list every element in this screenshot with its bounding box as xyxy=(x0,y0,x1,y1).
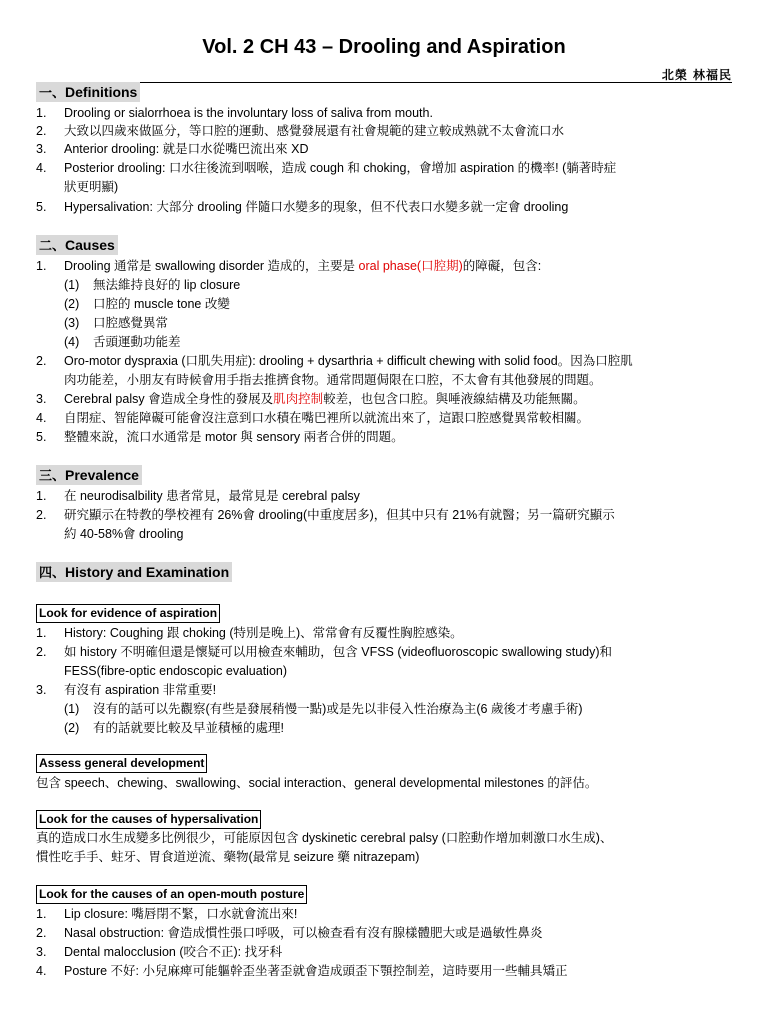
item-number: 4. xyxy=(36,964,47,978)
item-number: 2. xyxy=(36,645,47,659)
item-number: 3. xyxy=(36,142,47,156)
item-number: 5. xyxy=(36,200,47,214)
list-item xyxy=(36,159,736,178)
item-text: Oro-motor dyspraxia (口肌失用症): drooling + dysarthria + difficult chewing with solid food。因為口腔肌 xyxy=(64,354,633,368)
sub-list-item xyxy=(36,314,736,333)
section-heading-definitions xyxy=(36,82,140,102)
section-heading-prevalence xyxy=(36,465,142,485)
list-item-continuation xyxy=(36,371,736,390)
section-number: 二、 xyxy=(39,239,66,254)
list-item-continuation xyxy=(36,662,736,681)
item-text: 在 neurodisalbility 患者常見，最常見是 cerebral palsy xyxy=(64,489,360,503)
page-title: Vol. 2 CH 43 – Drooling and Aspiration xyxy=(202,36,566,58)
list-item xyxy=(36,352,736,371)
sub-item-number: (1) xyxy=(64,702,80,716)
item-number: 3. xyxy=(36,945,47,959)
paragraph xyxy=(36,829,736,848)
sub-item-text: 有的話就要比較及早並積極的處理! xyxy=(93,721,284,735)
item-text: Nasal obstruction: 會造成慣性張口呼吸，可以檢查看有沒有腺樣體肥大或是過敏性鼻炎 xyxy=(64,926,543,940)
item-text: Anterior drooling: 就是口水從嘴巴流出來 XD xyxy=(64,142,309,156)
author: 北榮 林福民 xyxy=(661,68,732,82)
item-text: 研究顯示在特教的學校裡有 26%會 drooling(中重度居多)，但其中只有 21%有就醫；另一篇研究顯示 xyxy=(64,508,615,522)
item-number: 2. xyxy=(36,124,47,138)
list-item-continuation xyxy=(36,525,736,544)
list-item-continuation xyxy=(36,178,736,197)
list-item xyxy=(36,624,736,643)
item-text: Posture 不好: 小兒麻痺可能軀幹歪坐著歪就會造成頭歪下顎控制差，這時要用一些輔具矯正 xyxy=(64,964,568,978)
item-text: Lip closure: 嘴唇閉不緊，口水就會流出來! xyxy=(64,907,298,921)
list-item xyxy=(36,122,736,141)
highlight-text: oral phase(口腔期) xyxy=(358,259,463,273)
sub-list-item xyxy=(36,295,736,314)
item-text: 大致以四歲來做區分，等口腔的運動、感覺發展還有社會規範的建立較成熟就不太會流口水 xyxy=(64,124,565,138)
item-text-part: Drooling 通常是 swallowing disorder 造成的，主要是 xyxy=(64,259,359,273)
item-number: 4. xyxy=(36,411,47,425)
paragraph-text: 慣性吃手手、蛀牙、胃食道逆流、藥物(最常見 seizure 藥 nitrazepam) xyxy=(36,850,420,864)
sub-item-number: (1) xyxy=(64,278,80,292)
section-number: 三、 xyxy=(39,469,66,484)
sub-list-item xyxy=(36,333,736,352)
item-text: 整體來說，流口水通常是 motor 與 sensory 兩者合併的問題。 xyxy=(64,430,404,444)
list-item xyxy=(36,140,736,159)
section-title: Definitions xyxy=(65,84,138,100)
sub-item-text: 無法維持良好的 lip closure xyxy=(93,278,241,292)
sub-item-number: (3) xyxy=(64,316,80,330)
item-number: 2. xyxy=(36,926,47,940)
sub-item-number: (2) xyxy=(64,721,80,735)
section-title: Prevalence xyxy=(65,467,139,483)
item-number: 1. xyxy=(36,907,47,921)
list-item xyxy=(36,487,736,506)
paragraph-text: 包含 speech、chewing、swallowing、social interaction、general developmental milestones 的評估。 xyxy=(36,776,598,790)
item-number: 1. xyxy=(36,489,47,503)
sub-item-text: 口腔的 muscle tone 改變 xyxy=(93,297,230,311)
item-text: Dental malocclusion (咬合不正): 找牙科 xyxy=(64,945,283,959)
item-number: 1. xyxy=(36,259,47,273)
item-text: 如 history 不明確但還是懷疑可以用檢查來輔助，包含 VFSS (videofluoroscopic swallowing study)和 xyxy=(64,645,613,659)
item-text-part: 較差，也包含口腔。與唾液線結構及功能無關。 xyxy=(323,392,586,406)
list-item xyxy=(36,905,736,924)
item-text: 肉功能差，小朋友有時候會用手指去推擠食物。通常問題侷限在口腔，不太會有其他發展的問題。 xyxy=(64,373,602,387)
sub-list-item xyxy=(36,719,736,738)
sub-list-item xyxy=(36,276,736,295)
section-heading-causes xyxy=(36,235,118,255)
paragraph xyxy=(36,774,736,793)
item-text: 自閉症、智能障礙可能會沒注意到口水積在嘴巴裡所以就流出來了，這跟口腔感覺異常較相關。 xyxy=(64,411,590,425)
item-number: 1. xyxy=(36,106,47,120)
paragraph-text: 真的造成口水生成變多比例很少，可能原因包含 dyskinetic cerebral palsy (口腔動作增加刺激口水生成)、 xyxy=(36,831,613,845)
section-number: 一、 xyxy=(39,86,66,101)
list-item xyxy=(36,506,736,525)
list-item xyxy=(36,198,736,217)
item-text: Posterior drooling: 口水往後流到咽喉，造成 cough 和 choking，會增加 aspiration 的機率! (躺著時症 xyxy=(64,161,617,175)
list-item xyxy=(36,257,736,276)
subheading-hypersalivation: Look for the causes of hypersalivation xyxy=(36,810,261,829)
section-number: 四、 xyxy=(39,566,66,581)
list-item xyxy=(36,924,736,943)
item-text-part: 的障礙，包含: xyxy=(462,259,542,273)
item-text: 約 40-58%會 drooling xyxy=(64,527,184,541)
section-heading-history xyxy=(36,562,232,582)
sub-item-number: (4) xyxy=(64,335,80,349)
item-text: 有沒有 aspiration 非常重要! xyxy=(64,683,217,697)
sub-item-text: 舌頭運動功能差 xyxy=(93,335,181,349)
item-number: 1. xyxy=(36,626,47,640)
subheading-development: Assess general development xyxy=(36,754,207,773)
item-number: 3. xyxy=(36,683,47,697)
item-text: 狀更明顯) xyxy=(64,180,119,194)
list-item xyxy=(36,428,736,447)
item-text xyxy=(64,257,541,276)
list-item xyxy=(36,962,736,981)
list-item xyxy=(36,409,736,428)
item-text: History: Coughing 跟 choking (特別是晚上)、常常會有反覆性胸腔感染。 xyxy=(64,626,463,640)
item-number: 2. xyxy=(36,508,47,522)
item-number: 2. xyxy=(36,354,47,368)
section-title: History and Examination xyxy=(65,564,230,580)
item-text: Hypersalivation: 大部分 drooling 伴隨口水變多的現象，但不代表口水變多就一定會 drooling xyxy=(64,200,569,214)
subheading-aspiration: Look for evidence of aspiration xyxy=(36,604,220,623)
highlight-text: 肌肉控制 xyxy=(273,392,324,406)
list-item xyxy=(36,104,736,123)
list-item xyxy=(36,643,736,662)
sub-item-number: (2) xyxy=(64,297,80,311)
list-item xyxy=(36,681,736,700)
item-text xyxy=(64,390,586,409)
item-number: 5. xyxy=(36,430,47,444)
item-text: Drooling or sialorrhoea is the involuntary loss of saliva from mouth. xyxy=(64,106,433,120)
item-text: FESS(fibre-optic endoscopic evaluation) xyxy=(64,664,288,678)
item-number: 4. xyxy=(36,161,47,175)
title-rule xyxy=(36,82,732,83)
list-item xyxy=(36,390,736,409)
list-item xyxy=(36,943,736,962)
paragraph-continuation xyxy=(36,848,736,867)
item-text-part: Cerebral palsy 會造成全身性的發展及 xyxy=(64,392,274,406)
section-title: Causes xyxy=(65,237,115,253)
sub-item-text: 沒有的話可以先觀察(有些是發展稍慢一點)或是先以非侵入性治療為主(6 歲後才考慮手術) xyxy=(93,702,583,716)
sub-list-item xyxy=(36,700,736,719)
item-number: 3. xyxy=(36,392,47,406)
sub-item-text: 口腔感覺異常 xyxy=(93,316,169,330)
subheading-open-mouth: Look for the causes of an open-mouth posture xyxy=(36,885,307,904)
